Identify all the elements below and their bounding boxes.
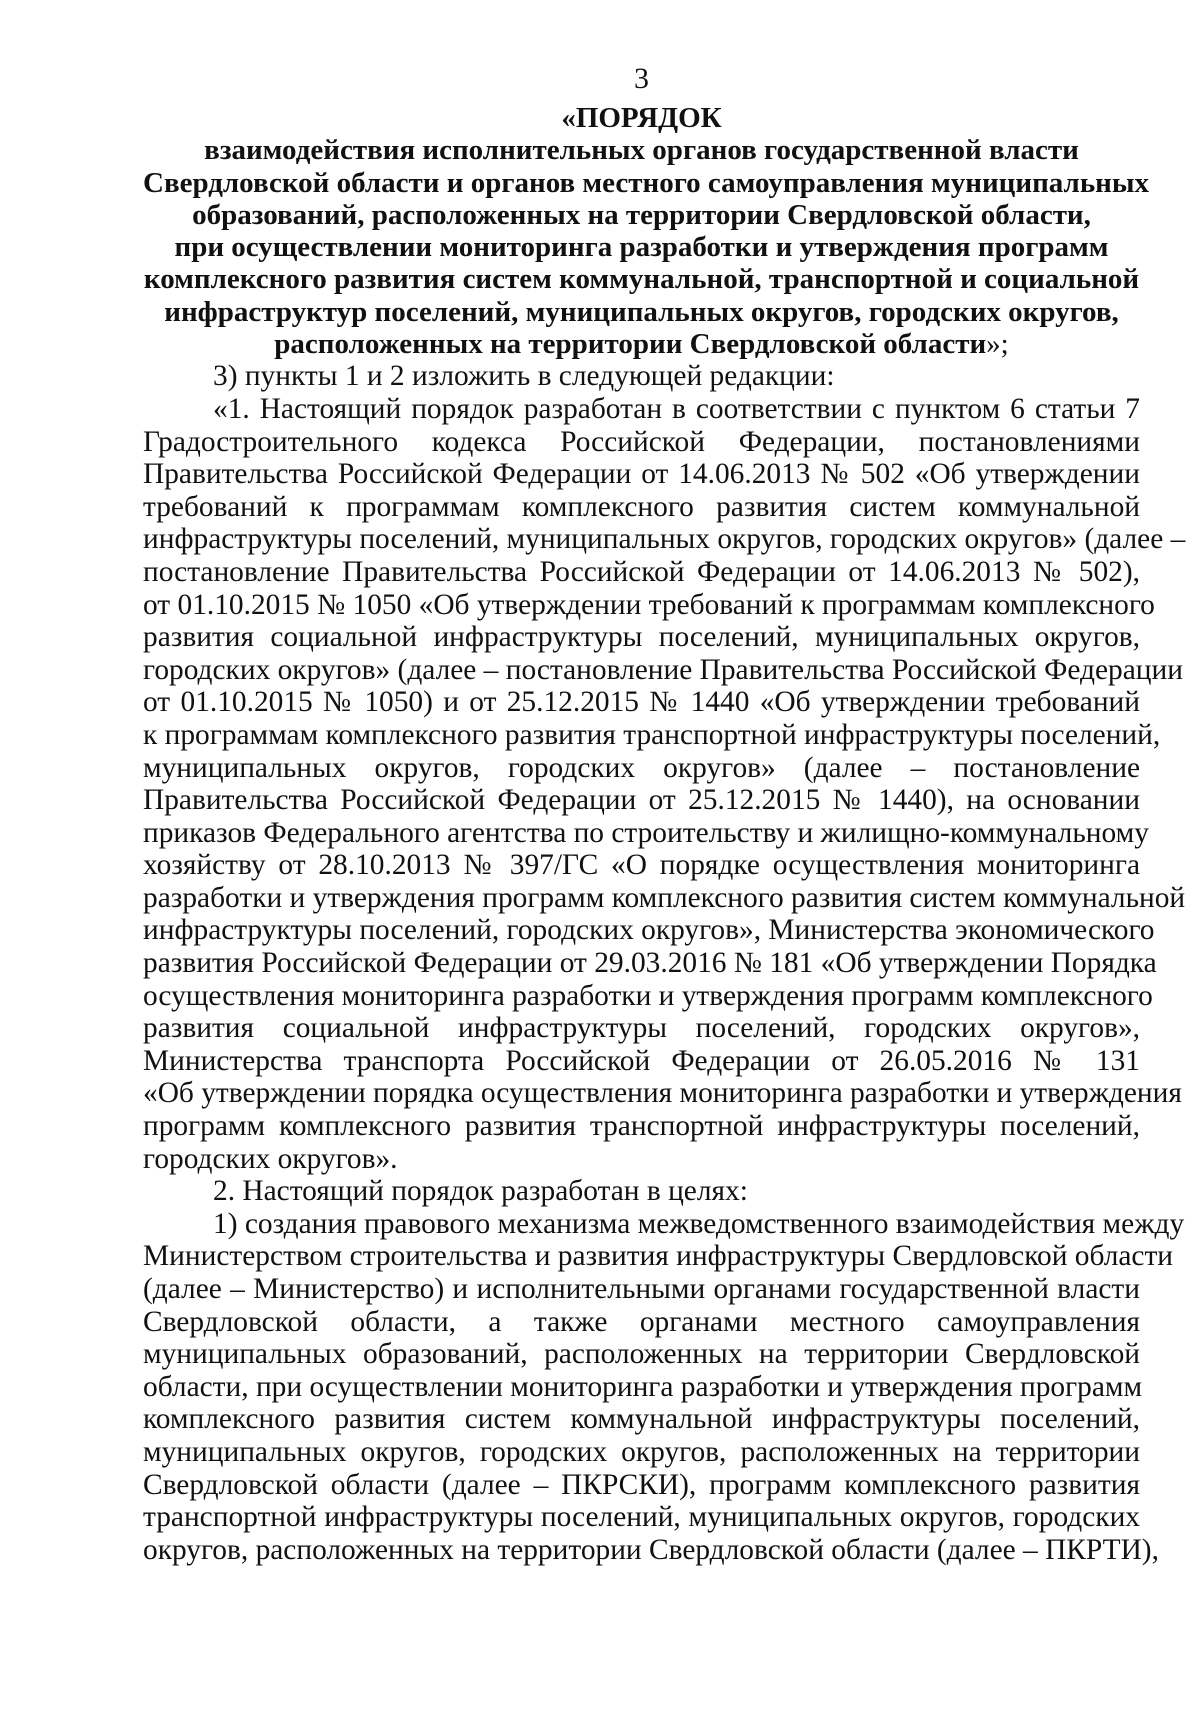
paragraph-line: муниципальных образований, расположенных на территории Свердловской xyxy=(143,1338,1140,1371)
paragraph-line: городских округов» (далее – постановление Правительства Российской Федерации xyxy=(143,653,1183,686)
title-line-text: расположенных на территории Свердловской области xyxy=(274,328,987,361)
paragraph-line: городских округов». xyxy=(143,1142,398,1175)
paragraph-line: Свердловской области, а также органами местного самоуправления xyxy=(143,1305,1140,1338)
paragraph xyxy=(143,392,1186,1175)
paragraph-line: (далее – Министерство) и исполнительными органами государственной власти xyxy=(143,1273,1140,1305)
title-line: образований, расположенных на территории Свердловской области, xyxy=(192,198,1091,231)
paragraph-line: «Об утверждении порядка осуществления мониторинга разработки и утверждения xyxy=(143,1077,1182,1110)
paragraph-line: к программам комплексного развития транспортной инфраструктуры поселений, xyxy=(143,718,1161,751)
title-line: комплексного развития систем коммунальной, транспортной и социальной xyxy=(143,263,1140,296)
paragraph-line: хозяйству от 28.10.2013 № 397/ГС «О порядке осуществления мониторинга xyxy=(143,849,1140,882)
paragraph-line: округов, расположенных на территории Свердловской области (далее – ПКРТИ), xyxy=(143,1533,1159,1566)
title-line: взаимодействия исполнительных органов государственной власти xyxy=(204,134,1079,167)
paragraph-line: транспортной инфраструктуры поселений, муниципальных округов, городских xyxy=(143,1501,1140,1534)
paragraph-line: муниципальных округов, городских округов, расположенных на территории xyxy=(143,1435,1140,1468)
paragraph xyxy=(143,360,1140,393)
paragraph xyxy=(143,1175,1140,1208)
title-tail: »; xyxy=(986,328,1009,361)
paragraph-line: комплексного развития систем коммунальной инфраструктуры поселений, xyxy=(143,1403,1140,1436)
paragraph-line: инфраструктуры поселений, муниципальных округов, городских округов» (далее – xyxy=(143,523,1186,556)
paragraph-line: требований к программам комплексного развития систем коммунальной xyxy=(143,490,1140,523)
paragraph-line: Градостроительного кодекса Российской Федерации, постановлениями xyxy=(143,425,1140,458)
paragraph-line: муниципальных округов, городских округов» (далее – постановление xyxy=(143,751,1140,784)
title-line: Свердловской области и органов местного самоуправления муниципальных xyxy=(143,166,1150,199)
paragraph-line: Министерством строительства и развития инфраструктуры Свердловской области xyxy=(143,1240,1174,1273)
paragraph-line: «1. Настоящий порядок разработан в соответствии с пунктом 6 статьи 7 xyxy=(213,392,1140,425)
title-line-last xyxy=(143,328,1140,360)
paragraph-line: 2. Настоящий порядок разработан в целях: xyxy=(213,1175,748,1208)
paragraph-line: Свердловской области (далее – ПКРСКИ), программ комплексного развития xyxy=(143,1468,1140,1501)
paragraph-line: постановление Правительства Российской Федерации от 14.06.2013 № 502), xyxy=(143,555,1140,588)
paragraph-line: разработки и утверждения программ комплексного развития систем коммунальной xyxy=(143,881,1186,914)
paragraph-line: инфраструктуры поселений, городских округов», Министерства экономического xyxy=(143,914,1155,947)
paragraph-line: развития социальной инфраструктуры поселений, городских округов», xyxy=(143,1012,1140,1045)
page-number: 3 xyxy=(634,62,649,95)
paragraph-line: осуществления мониторинга разработки и утверждения программ комплексного xyxy=(143,979,1153,1012)
paragraph-line: приказов Федерального агентства по строительству и жилищно-коммунальному xyxy=(143,816,1149,849)
document-body xyxy=(143,360,1186,1566)
paragraph-line: 3) пункты 1 и 2 изложить в следующей редакции: xyxy=(213,360,835,393)
title-line: инфраструктур поселений, муниципальных округов, городских округов, xyxy=(164,295,1119,328)
paragraph-line: 1) создания правового механизма межведомственного взаимодействия между xyxy=(213,1207,1185,1240)
paragraph-line: области, при осуществлении мониторинга разработки и утверждения программ xyxy=(143,1370,1143,1403)
paragraph-line: развития Российской Федерации от 29.03.2016 № 181 «Об утверждении Порядка xyxy=(143,947,1157,980)
paragraph-line: развития социальной инфраструктуры поселений, муниципальных округов, xyxy=(143,621,1140,654)
document-title xyxy=(143,102,1150,361)
title-line: при осуществлении мониторинга разработки и утверждения программ xyxy=(174,231,1109,264)
paragraph-line: программ комплексного развития транспортной инфраструктуры поселений, xyxy=(143,1110,1140,1143)
paragraph-line: от 01.10.2015 № 1050) и от 25.12.2015 № 1440 «Об утверждении требований xyxy=(143,686,1140,719)
paragraph-line: Правительства Российской Федерации от 25.12.2015 № 1440), на основании xyxy=(143,784,1140,817)
document-page xyxy=(143,62,1186,1566)
paragraph-line: Правительства Российской Федерации от 14.06.2013 № 502 «Об утверждении xyxy=(143,458,1140,491)
title-line: «ПОРЯДОК xyxy=(561,102,722,134)
paragraph-line: от 01.10.2015 № 1050 «Об утверждении требований к программам комплексного xyxy=(143,588,1155,621)
paragraph-line: Министерства транспорта Российской Федерации от 26.05.2016 № 131 xyxy=(143,1044,1140,1077)
paragraph xyxy=(143,1207,1185,1567)
